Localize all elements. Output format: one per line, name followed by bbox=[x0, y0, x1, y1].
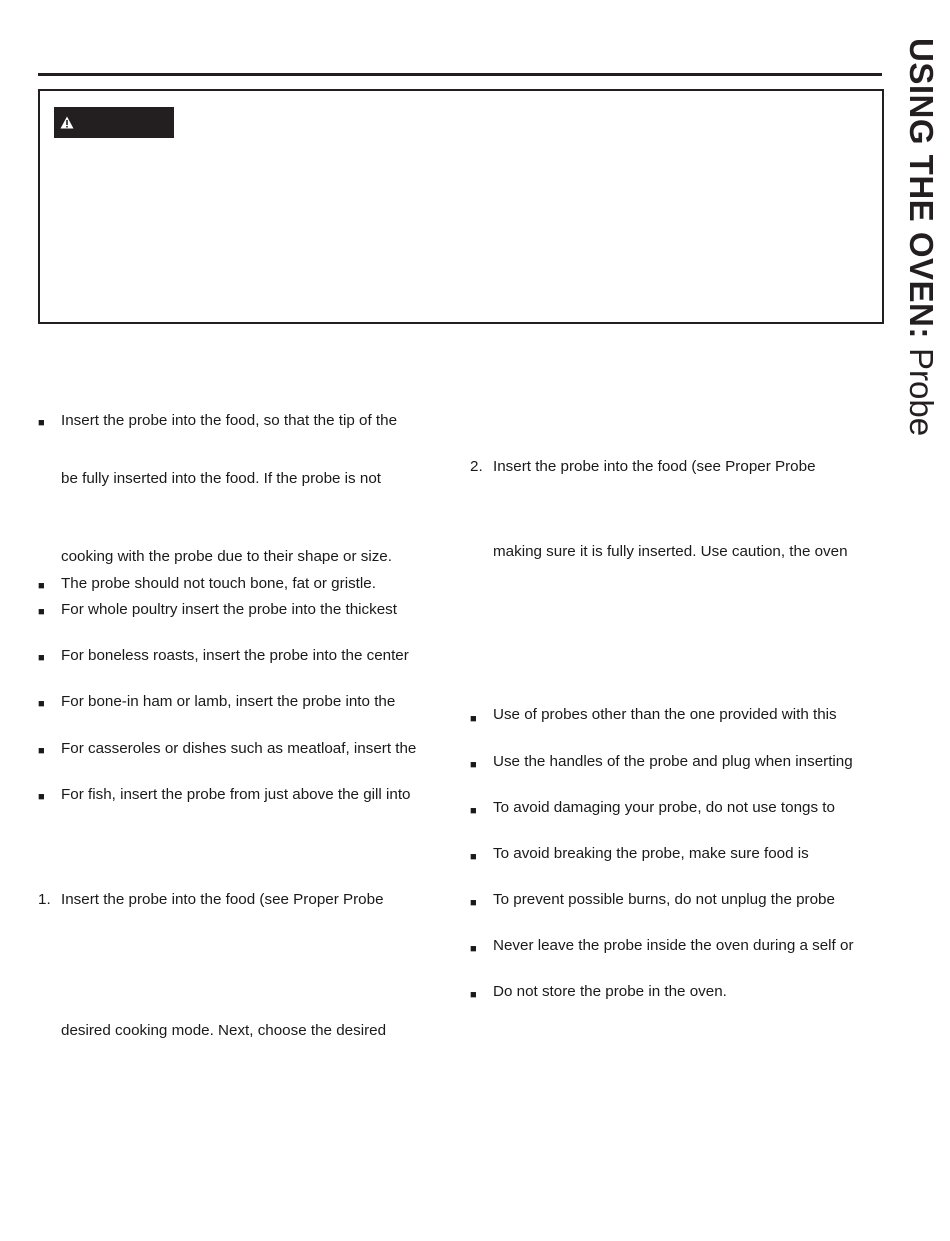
bullet-line: For fish, insert the probe from just above the gill into bbox=[61, 786, 411, 803]
bullet-marker: ■ bbox=[470, 943, 477, 955]
section-title-light: Probe bbox=[903, 348, 940, 437]
bullet-marker: ■ bbox=[38, 791, 45, 803]
bullet-line: For bone-in ham or lamb, insert the probe into the bbox=[61, 693, 396, 710]
step-number: 2. bbox=[470, 458, 483, 475]
warning-badge bbox=[54, 107, 174, 138]
bullet-marker: ■ bbox=[470, 897, 477, 909]
caution-line: Do not store the probe in the oven. bbox=[493, 983, 727, 1000]
caution-line: Never leave the probe inside the oven during a self or bbox=[493, 937, 854, 954]
step-number: 1. bbox=[38, 891, 51, 908]
bullet-line: For whole poultry insert the probe into the thickest bbox=[61, 601, 397, 618]
bullet-marker: ■ bbox=[38, 580, 45, 592]
caution-line: To avoid damaging your probe, do not use tongs to bbox=[493, 799, 835, 816]
step-line: making sure it is fully inserted. Use caution, the oven bbox=[493, 543, 848, 560]
header-rule bbox=[38, 73, 882, 76]
bullet-marker: ■ bbox=[470, 713, 477, 725]
caution-line: To avoid breaking the probe, make sure food is bbox=[493, 845, 809, 862]
step-line: Insert the probe into the food (see Proper Probe bbox=[493, 458, 816, 475]
caution-line: To prevent possible burns, do not unplug the probe bbox=[493, 891, 835, 908]
bullet-marker: ■ bbox=[470, 851, 477, 863]
caution-line: Use the handles of the probe and plug when inserting bbox=[493, 753, 853, 770]
bullet-marker: ■ bbox=[470, 759, 477, 771]
section-title bbox=[904, 38, 938, 436]
bullet-line: cooking with the probe due to their shape or size. bbox=[61, 548, 392, 565]
bullet-marker: ■ bbox=[38, 698, 45, 710]
bullet-marker: ■ bbox=[470, 989, 477, 1001]
bullet-marker: ■ bbox=[38, 652, 45, 664]
bullet-line: The probe should not touch bone, fat or gristle. bbox=[61, 575, 376, 592]
caution-line: Use of probes other than the one provided with this bbox=[493, 706, 837, 723]
bullet-line: Insert the probe into the food, so that the tip of the bbox=[61, 412, 398, 429]
bullet-marker: ■ bbox=[38, 417, 45, 429]
section-title-bold: USING THE OVEN: bbox=[903, 38, 940, 339]
step-line: desired cooking mode. Next, choose the desired bbox=[61, 1022, 387, 1039]
warning-triangle-icon bbox=[60, 116, 74, 129]
warning-box bbox=[38, 89, 884, 324]
step-line: Insert the probe into the food (see Proper Probe bbox=[61, 891, 384, 908]
bullet-line: be fully inserted into the food. If the probe is not bbox=[61, 470, 381, 487]
bullet-marker: ■ bbox=[38, 606, 45, 618]
bullet-line: For boneless roasts, insert the probe into the center bbox=[61, 647, 409, 664]
bullet-line: For casseroles or dishes such as meatloaf, insert the bbox=[61, 740, 417, 757]
bullet-marker: ■ bbox=[470, 805, 477, 817]
bullet-marker: ■ bbox=[38, 745, 45, 757]
